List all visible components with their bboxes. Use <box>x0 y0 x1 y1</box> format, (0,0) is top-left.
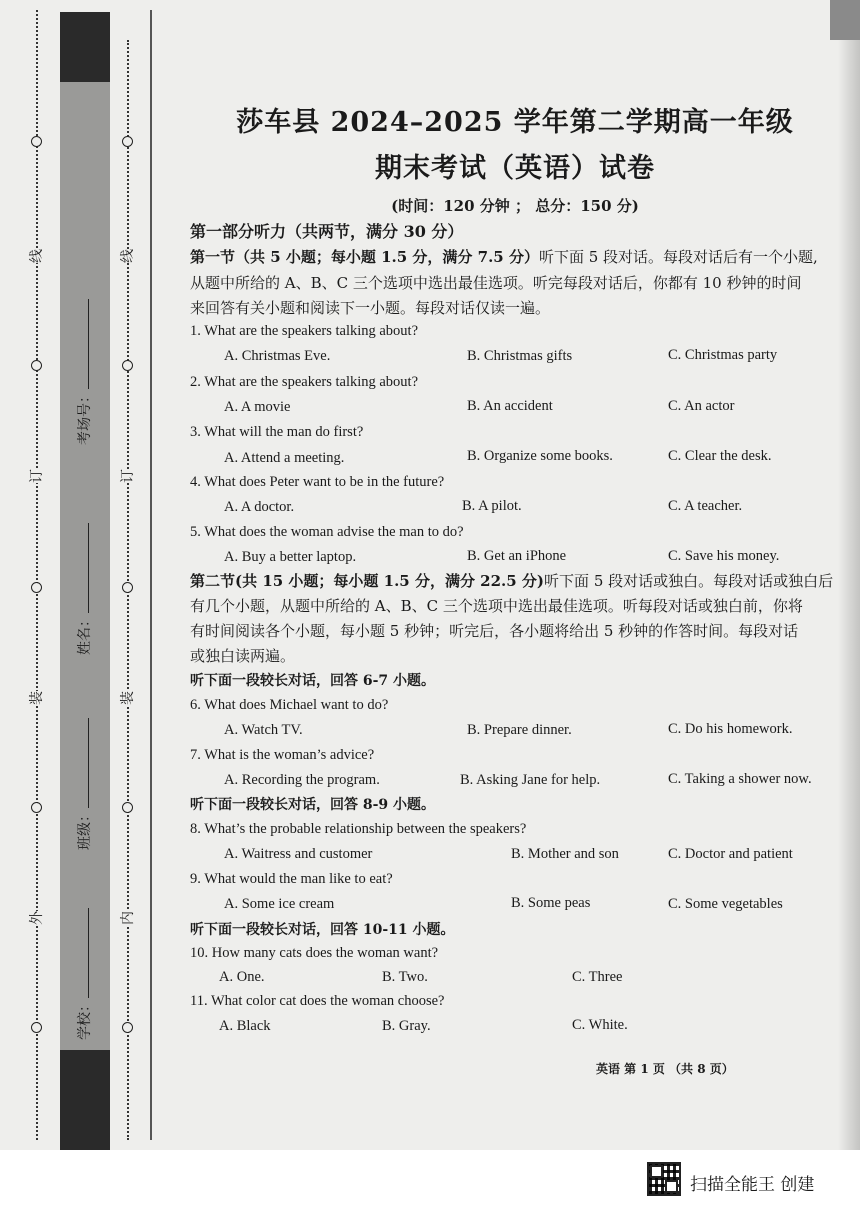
section2-label: 第二节(共 15 小题；每小题 1.5 分，满分 22.5 分) <box>190 572 545 590</box>
option-c[interactable]: C. A teacher. <box>668 498 743 514</box>
binding-hole <box>122 1022 133 1033</box>
margin-mark-xian: 线 <box>29 249 45 263</box>
page-footer: 英语 第 1 页 （共 8 页） <box>596 1062 734 1076</box>
option-c[interactable]: C. Save his money. <box>668 548 780 564</box>
option-b[interactable]: B. Christmas gifts <box>467 348 573 364</box>
school-field[interactable] <box>76 908 94 1040</box>
school-label: 学校： <box>77 998 93 1040</box>
question: 10. How many cats does the woman want? <box>190 945 439 961</box>
scanner-watermark: 扫描全能王 创建 <box>690 1175 815 1195</box>
section2-text: 或独白读两遍。 <box>190 647 296 665</box>
option-b[interactable]: B. A pilot. <box>462 498 522 514</box>
exam-room-label: 考场号： <box>77 389 93 445</box>
option-c[interactable]: C. Taking a shower now. <box>668 771 812 787</box>
binding-hole <box>122 136 133 147</box>
binding-hole <box>122 360 133 371</box>
exam-room-field[interactable] <box>76 299 94 445</box>
section2-text: 听下面 5 段对话或独白。每段对话或独白后 <box>544 572 834 590</box>
section1-text: 听下面 5 段对话。每段对话后有一个小题, <box>538 248 818 266</box>
option-a[interactable]: A. A movie <box>224 399 291 415</box>
time-score: (时间：120 分钟 ； 总分：150 分) <box>391 197 639 215</box>
section1-intro <box>190 247 818 267</box>
exam-subtitle: 期末考试（英语）试卷 <box>375 153 655 184</box>
section2-text: 有时间阅读各个小题，每小题 5 秒钟；听完后，各小题将给出 5 秒钟的作答时间。每段对话 <box>190 622 799 640</box>
name-label: 姓名： <box>77 613 93 655</box>
margin-mark-ding: 订 <box>29 469 45 483</box>
margin-border <box>150 10 152 1140</box>
binding-hole <box>31 802 42 813</box>
scan-corner <box>830 0 860 40</box>
binding-hole <box>31 136 42 147</box>
option-b[interactable]: B. Get an iPhone <box>467 548 567 564</box>
question: 6. What does Michael want to do? <box>190 697 389 713</box>
margin-mark-zhuang: 装 <box>120 691 136 705</box>
binding-hole <box>31 360 42 371</box>
option-b[interactable]: B. Asking Jane for help. <box>460 772 601 788</box>
option-c[interactable]: C. White. <box>572 1017 628 1033</box>
margin-mark-nei: 内 <box>120 911 136 925</box>
option-a[interactable]: A. Buy a better laptop. <box>224 549 357 565</box>
option-a[interactable]: A. Recording the program. <box>224 772 380 788</box>
option-c[interactable]: C. Clear the desk. <box>668 448 772 464</box>
option-c[interactable]: C. Christmas party <box>668 347 778 363</box>
question: 3. What will the man do first? <box>190 424 364 440</box>
binding-bar-top <box>60 12 110 82</box>
option-c[interactable]: C. Do his homework. <box>668 721 793 737</box>
question: 5. What does the woman advise the man to do? <box>190 524 464 540</box>
section2-intro <box>190 571 833 591</box>
option-b[interactable]: B. Organize some books. <box>467 448 613 464</box>
binding-hole <box>122 802 133 813</box>
margin-mark-xian: 线 <box>120 249 136 263</box>
section1-label: 第一节（共 5 小题；每小题 1.5 分，满分 7.5 分） <box>190 248 539 266</box>
section2-text: 有几个小题，从题中所给的 A、B、C 三个选项中选出最佳选项。听每段对话或独白前，你将 <box>190 597 803 615</box>
option-b[interactable]: B. Some peas <box>511 895 591 911</box>
option-c[interactable]: C. An actor <box>668 398 735 414</box>
name-field[interactable] <box>76 523 94 655</box>
part-heading: 第一部分听力（共两节，满分 30 分） <box>190 222 464 241</box>
section1-text: 来回答有关小题和阅读下一小题。每段对话仅读一遍。 <box>190 299 551 317</box>
option-a[interactable]: A. A doctor. <box>224 499 295 515</box>
option-b[interactable]: B. Prepare dinner. <box>467 722 572 738</box>
option-b[interactable]: B. Mother and son <box>511 846 619 862</box>
margin-mark-zhuang: 装 <box>29 691 45 705</box>
section1-text: 从题中所给的 A、B、C 三个选项中选出最佳选项。听完每段对话后，你都有 10 秒钟的时间 <box>190 274 802 292</box>
group-instruction: 听下面一段较长对话，回答 10-11 小题。 <box>190 922 455 938</box>
option-b[interactable]: B. Two. <box>382 969 428 985</box>
margin-mark-wai: 外 <box>29 911 45 925</box>
binding-bar-bottom <box>60 1050 110 1150</box>
margin-mark-ding: 订 <box>120 469 136 483</box>
group-instruction: 听下面一段较长对话，回答 6-7 小题。 <box>190 673 436 689</box>
option-a[interactable]: A. One. <box>219 969 265 985</box>
binding-hole <box>122 582 133 593</box>
question: 4. What does Peter want to be in the future? <box>190 474 445 490</box>
question: 2. What are the speakers talking about? <box>190 374 419 390</box>
question: 11. What color cat does the woman choose? <box>190 993 445 1009</box>
option-a[interactable]: A. Black <box>219 1018 271 1034</box>
question: 9. What would the man like to eat? <box>190 871 393 887</box>
option-a[interactable]: A. Waitress and customer <box>224 846 373 862</box>
option-c[interactable]: C. Some vegetables <box>668 896 783 912</box>
scan-shadow <box>838 0 860 1150</box>
qr-code-icon <box>647 1162 681 1196</box>
option-a[interactable]: A. Watch TV. <box>224 722 303 738</box>
question: 7. What is the woman’s advice? <box>190 747 375 763</box>
class-field[interactable] <box>76 718 94 850</box>
question: 1. What are the speakers talking about? <box>190 323 419 339</box>
option-a[interactable]: A. Christmas Eve. <box>224 348 331 364</box>
binding-hole <box>31 1022 42 1033</box>
outer-cut-line <box>36 10 38 1140</box>
exam-title: 莎车县 2024–2025 学年第二学期高一年级 <box>236 107 794 138</box>
option-c[interactable]: C. Doctor and patient <box>668 846 793 862</box>
group-instruction: 听下面一段较长对话，回答 8-9 小题。 <box>190 797 436 813</box>
option-a[interactable]: A. Attend a meeting. <box>224 450 345 466</box>
class-label: 班级： <box>77 808 93 850</box>
option-c[interactable]: C. Three <box>572 969 623 985</box>
option-b[interactable]: B. Gray. <box>382 1018 431 1034</box>
binding-hole <box>31 582 42 593</box>
option-a[interactable]: A. Some ice cream <box>224 896 335 912</box>
option-b[interactable]: B. An accident <box>467 398 553 414</box>
question: 8. What’s the probable relationship between the speakers? <box>190 821 527 837</box>
